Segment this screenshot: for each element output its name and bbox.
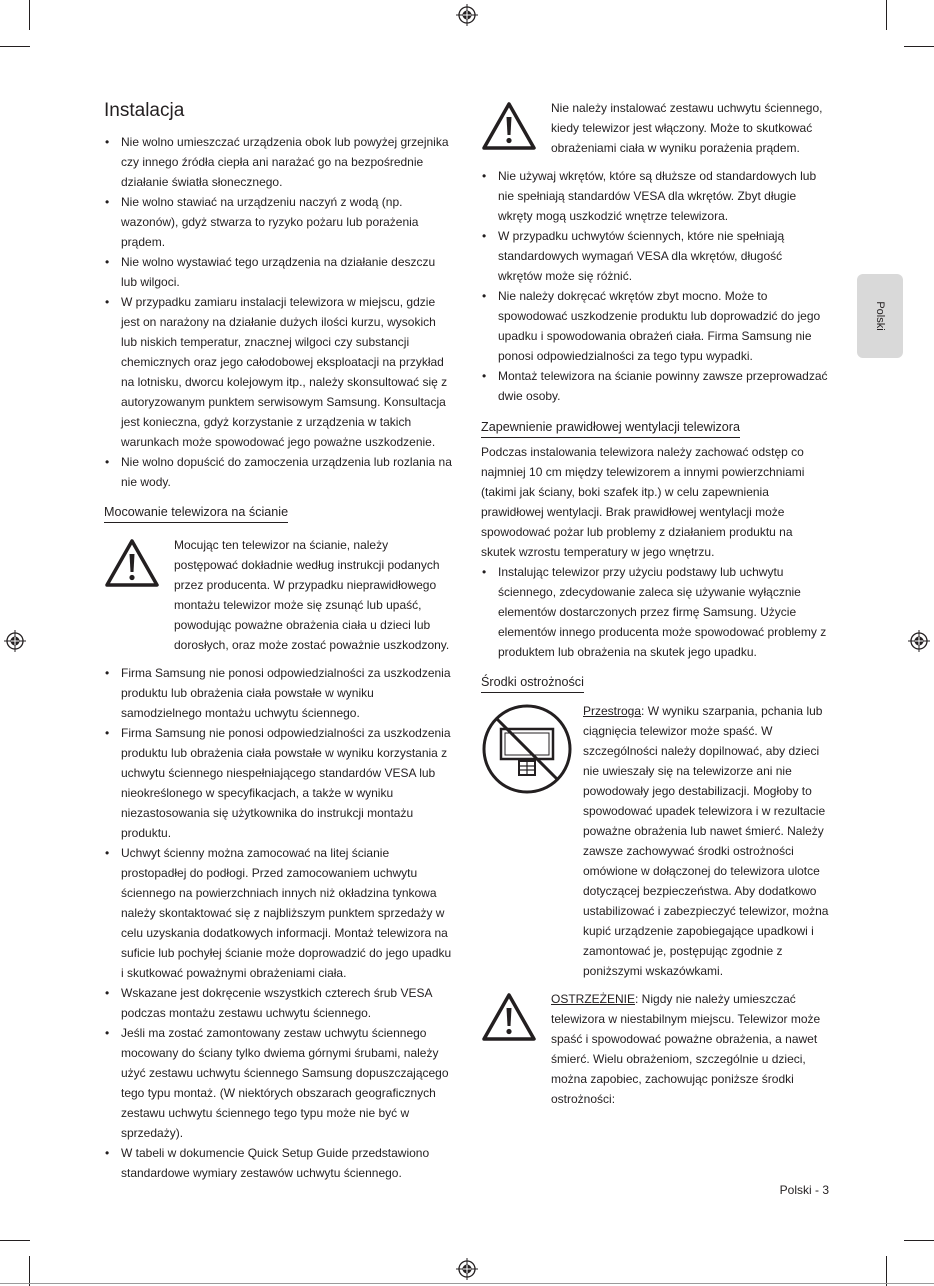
registration-mark-icon xyxy=(456,4,478,26)
ventilation-paragraph: Podczas instalowania telewizora należy zachować odstęp co najmniej 10 cm między telewizorem a innymi powierzchniami (takimi jak ściany, boki szafek itp.) w celu zapewnienia prawidłowej wentylacji. Brak prawidłowej wentylacji może spowodować pożar lub problemy z działaniem produktu na skutek wzrostu temperatury w jego wnętrzu. xyxy=(481,445,805,559)
list-item: • W tabeli w dokumencie Quick Setup Guide przedstawiono standardowe wymiary zestawów uchwytu ściennego. xyxy=(104,1143,452,1183)
registration-mark-icon xyxy=(908,630,930,652)
page-number: Polski - 3 xyxy=(779,1183,829,1197)
wall-mount-warning-block xyxy=(104,535,452,655)
ventilation-bullet-list xyxy=(481,562,829,662)
crop-mark xyxy=(0,46,30,47)
caution-label: Przestroga xyxy=(583,704,642,718)
language-side-tab[interactable] xyxy=(857,274,903,358)
list-item: • W przypadku uchwytów ściennych, które nie spełniają standardowych wymagań VESA dla wkrętów, długość wkrętów może się różnić. xyxy=(481,226,829,286)
list-item: • Uchwyt ścienny można zamocować na litej ścianie prostopadłej do podłogi. Przed zamocowaniem uchwytu ściennego na powierzchniach innych niż okładzina tynkowa należy skontaktować się z najbliższym punktem sprzedaży w celu uzyskania dodatkowych informacji. Montaż telewizora na suficie lub pochyłej ścianie może doprowadzić do jego upadku i skutkować poważnymi obrażeniami ciała. xyxy=(104,843,452,983)
list-item: • Nie wolno stawiać na urządzeniu naczyń z wodą (np. wazonów), gdyż stwarza to ryzyko pożaru lub porażenia prądem. xyxy=(104,192,452,252)
warning-body: : Nigdy nie należy umieszczać telewizora w niestabilnym miejscu. Telewizor może spaść i spowodować poważne obrażenia, a nawet śmierć. Wielu obrażeniom, szczególnie u dzieci, można zapobiec, zachowując poniższe środki ostrożności: xyxy=(551,992,821,1106)
registration-mark-icon xyxy=(4,630,26,652)
bottom-divider xyxy=(0,1283,934,1284)
language-tab-label: Polski xyxy=(874,301,886,331)
wall-mount-bullet-list xyxy=(104,663,452,1183)
registration-mark-icon xyxy=(456,1258,478,1280)
wall-mount-warning-text: Mocując ten telewizor na ścianie, należy postępować dokładnie według instrukcji podanych przez producenta. W przypadku nieprawidłowego montażu telewizor może się zsunąć lub upaść, powodując poważne obrażenia ciała u dzieci lub dorosłych, oraz może zostać poważnie uszkodzony. xyxy=(174,538,450,652)
heading-safety-precautions: Środki ostrożności xyxy=(481,673,584,693)
list-item: • Firma Samsung nie ponosi odpowiedzialności za uszkodzenia produktu lub obrażenia ciała powstałe w wyniku korzystania z uchwytu ściennego niespełniającego standardów VESA lub nieokreślonego w specyfikacjach, a także w wyniku niezastosowania się użytkownika do instrukcji montażu produktu. xyxy=(104,723,452,843)
list-item: • Jeśli ma zostać zamontowany zestaw uchwytu ściennego mocowany do ściany tylko dwiema górnymi śrubami, należy użyć zestawu uchwytu ściennego Samsung dopuszczającego tego typu montaż. (W niektórych obszarach geograficznych zestawu uchwytu ściennego tego typu może nie być w sprzedaży). xyxy=(104,1023,452,1143)
left-column xyxy=(104,96,452,1183)
caution-body: : W wyniku szarpania, pchania lub ciągnięcia telewizor może spaść. W szczególności należy dopilnować, aby dzieci nie uwieszały się na telewizorze ani nie powodowały jego destabilizacji. Mogłoby to spowodować upadek telewizora i w rezultacie poważne obrażenia lub nawet śmierć. Należy zawsze zachowywać środki ostrożności omówione w dołączonej do telewizora ulotce dotyczącej bezpieczeństwa. Aby dodatkowo ustabilizować i zabezpieczyć telewizor, można kupić urządzenie zapobiegające upadkowi i zamontować je, postępując zgodnie z poniższymi wskazówkami. xyxy=(583,704,829,978)
warning-triangle-icon xyxy=(104,537,160,589)
installation-bullet-list xyxy=(104,132,452,492)
list-item: • Wskazane jest dokręcenie wszystkich czterech śrub VESA podczas montażu zestawu uchwytu ściennego. xyxy=(104,983,452,1023)
screw-bullet-list xyxy=(481,166,829,406)
crop-mark xyxy=(904,46,934,47)
warning-triangle-icon xyxy=(481,991,537,1043)
no-climbing-tv-icon xyxy=(481,703,573,795)
list-item: • Nie wolno wystawiać tego urządzenia na działanie deszczu lub wilgoci. xyxy=(104,252,452,292)
crop-mark xyxy=(29,0,30,30)
crop-mark xyxy=(886,0,887,30)
list-item: • Nie wolno dopuścić do zamoczenia urządzenia lub rozlania na nie wody. xyxy=(104,452,452,492)
list-item: • Nie należy dokręcać wkrętów zbyt mocno. Może to spowodować uszkodzenie produktu lub doprowadzić do jego upadku i spowodowania obrażeń ciała. Firma Samsung nie ponosi odpowiedzialności za tego typu wypadki. xyxy=(481,286,829,366)
heading-ventilation: Zapewnienie prawidłowej wentylacji telewizora xyxy=(481,418,740,438)
crop-mark xyxy=(0,1240,30,1241)
list-item: • Instalując telewizor przy użyciu podstawy lub uchwytu ściennego, zdecydowanie zaleca się używanie wyłącznie elementów dostarczonych przez firmę Samsung. Użycie elementów innego producenta może spowodować problemy z produktem lub obrażenia na skutek jego upadku. xyxy=(481,562,829,662)
heading-wall-mount: Mocowanie telewizora na ścianie xyxy=(104,503,288,523)
list-item: • Nie wolno umieszczać urządzenia obok lub powyżej grzejnika czy innego źródła ciepła ani narażać go na bezpośrednie działanie światła słonecznego. xyxy=(104,132,452,192)
list-item: • Montaż telewizora na ścianie powinny zawsze przeprowadzać dwie osoby. xyxy=(481,366,829,406)
caution-block xyxy=(481,701,829,981)
warning-triangle-icon xyxy=(481,100,537,152)
list-item: • Firma Samsung nie ponosi odpowiedzialności za uszkodzenia produktu lub obrażenia ciała powstałe w wyniku samodzielnego montażu uchwytu ściennego. xyxy=(104,663,452,723)
right-column xyxy=(481,98,829,1117)
crop-mark xyxy=(904,1240,934,1241)
list-item: • W przypadku zamiaru instalacji telewizora w miejscu, gdzie jest on narażony na działanie dużych ilości kurzu, wysokich lub niskich temperatur, znacznej wilgoci czy substancji chemicznych oraz jego całodobowej eksploatacji na przykład na lotnisku, dworcu kolejowym itp., należy skonsultować się z autoryzowanym punktem serwisowym Samsung. Konsultacja jest konieczna, gdyż korzystanie z urządzenia w takich warunkach może spowodować jego poważne uszkodzenie. xyxy=(104,292,452,452)
stability-warning-block xyxy=(481,989,829,1109)
caution-text xyxy=(583,701,829,981)
section-title-installation: Instalacja xyxy=(104,100,185,121)
list-item: • Nie używaj wkrętów, które są dłuższe od standardowych lub nie spełniają standardów VESA dla wkrętów. Zbyt długie wkręty mogą uszkodzić wnętrze telewizora. xyxy=(481,166,829,226)
stability-warning-text xyxy=(551,989,829,1109)
power-on-warning-text: Nie należy instalować zestawu uchwytu ściennego, kiedy telewizor jest włączony. Może to skutkować obrażeniami ciała w wyniku porażenia prądem. xyxy=(551,101,823,155)
crop-mark xyxy=(886,1256,887,1286)
crop-mark xyxy=(29,1256,30,1286)
warning-label: OSTRZEŻENIE xyxy=(551,992,636,1006)
power-on-warning-block xyxy=(481,98,829,158)
